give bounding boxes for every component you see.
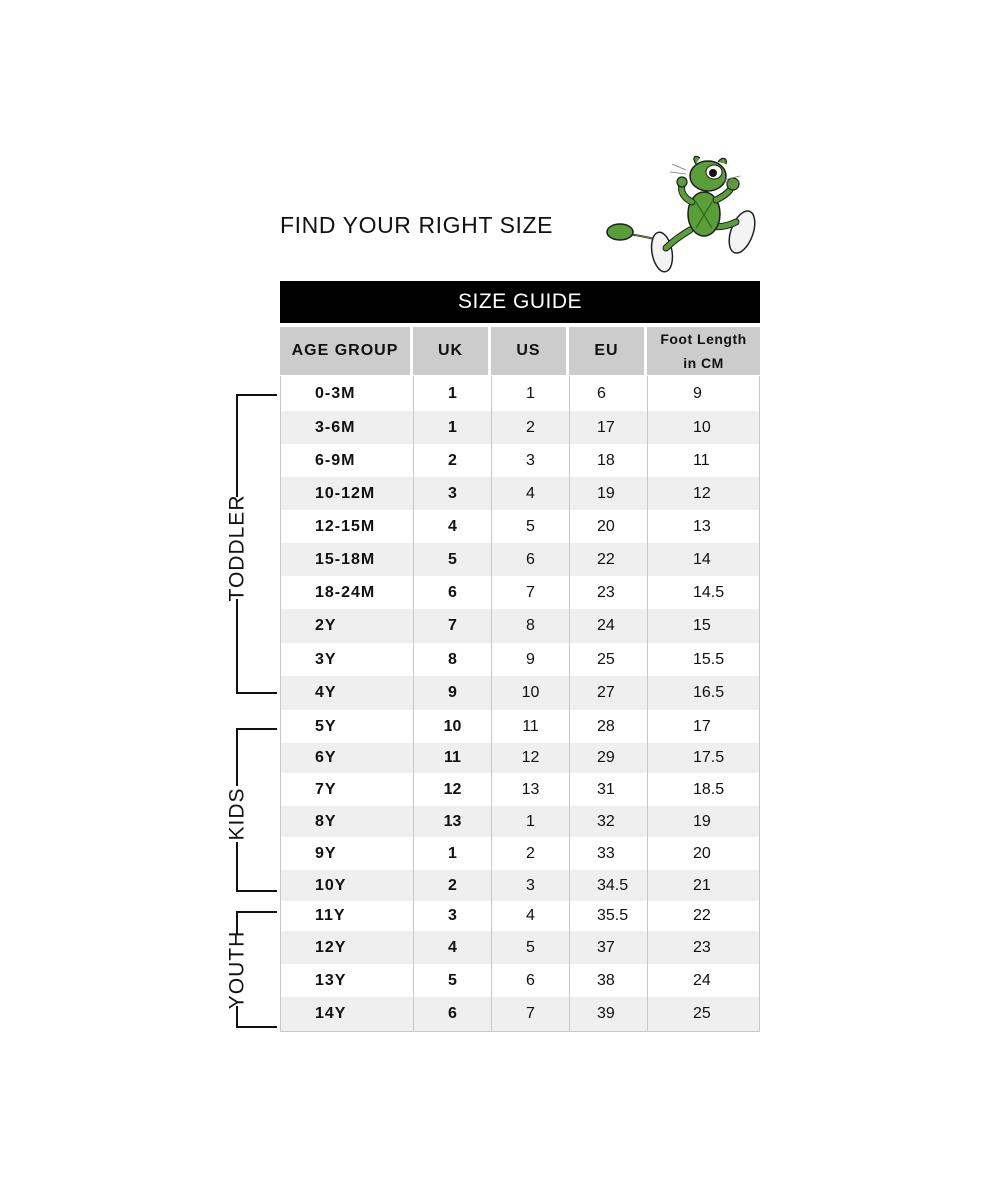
cell-uk: 3 — [414, 901, 492, 931]
cell-us: 7 — [492, 576, 570, 609]
cell-eu: 37 — [570, 931, 648, 964]
cell-age-group: 2Y — [281, 609, 414, 643]
cell-us: 6 — [492, 964, 570, 997]
table-row — [281, 997, 759, 1031]
table-row — [281, 710, 759, 743]
cell-uk: 10 — [414, 710, 492, 743]
cell-eu: 23 — [570, 576, 648, 609]
cell-age-group: 9Y — [281, 837, 414, 870]
table-row — [281, 743, 759, 773]
cell-uk: 5 — [414, 543, 492, 576]
cell-us: 12 — [492, 743, 570, 773]
cell-foot-length: 20 — [693, 844, 711, 862]
size-table — [280, 327, 760, 1032]
cell-foot-length: 9 — [693, 384, 702, 402]
cell-eu: 33 — [570, 837, 648, 870]
size-guide-banner: SIZE GUIDE — [280, 281, 760, 323]
cell-uk: 5 — [414, 964, 492, 997]
cell-us: 6 — [492, 543, 570, 576]
table-row — [281, 676, 759, 710]
cell-age-group: 5Y — [281, 710, 414, 743]
cell-us: 1 — [492, 376, 570, 411]
cell-us: 5 — [492, 931, 570, 964]
cell-us: 2 — [492, 411, 570, 444]
cell-uk: 9 — [414, 676, 492, 710]
cell-age-group: 6-9M — [281, 444, 414, 477]
cell-age-group: 8Y — [281, 806, 414, 837]
cell-age-group: 0-3M — [281, 376, 414, 411]
header-age-group: AGE GROUP — [280, 327, 413, 375]
cell-age-group: 3Y — [281, 643, 414, 676]
cell-eu: 17 — [570, 411, 648, 444]
cell-eu: 6 — [570, 376, 648, 411]
cell-foot-length: 22 — [693, 907, 711, 924]
youth-bracket — [237, 912, 277, 1027]
cell-uk: 1 — [414, 376, 492, 411]
cell-foot-length: 23 — [693, 938, 711, 956]
cell-foot-length: 13 — [693, 517, 711, 535]
cell-foot-length: 15.5 — [693, 650, 725, 668]
header-us: US — [491, 327, 569, 375]
table-row — [281, 543, 759, 576]
cell-us: 1 — [492, 806, 570, 837]
cell-uk: 4 — [414, 510, 492, 543]
cell-foot-length: 19 — [693, 812, 711, 830]
table-row — [281, 773, 759, 806]
cell-age-group: 11Y — [281, 901, 414, 931]
table-row — [281, 870, 759, 901]
cell-foot-length: 11 — [693, 451, 710, 469]
header-uk: UK — [413, 327, 491, 375]
cell-foot-length: 12 — [693, 484, 711, 502]
header-foot-length-line2: in CM — [683, 355, 724, 371]
cell-foot-length: 24 — [693, 971, 711, 989]
cell-foot-length: 15 — [693, 617, 711, 634]
cell-foot-length: 25 — [693, 1005, 711, 1022]
cell-age-group: 15-18M — [281, 543, 414, 576]
table-row — [281, 477, 759, 510]
cell-uk: 2 — [414, 444, 492, 477]
cell-foot-length: 16.5 — [693, 684, 725, 701]
cell-eu: 28 — [570, 710, 648, 743]
kids-bracket — [237, 729, 277, 891]
cell-foot-length: 10 — [693, 418, 711, 436]
table-row — [281, 643, 759, 676]
table-row — [281, 576, 759, 609]
cell-us: 9 — [492, 643, 570, 676]
cell-eu: 19 — [570, 477, 648, 510]
cell-uk: 7 — [414, 609, 492, 643]
page-title: FIND YOUR RIGHT SIZE — [280, 212, 554, 238]
cell-eu: 25 — [570, 643, 648, 676]
table-row — [281, 444, 759, 477]
cell-us: 13 — [492, 773, 570, 806]
cell-us: 7 — [492, 997, 570, 1031]
cell-foot-length: 21 — [693, 876, 711, 894]
running-cartoon-lion-icon — [600, 152, 766, 276]
cell-uk: 4 — [414, 931, 492, 964]
table-row — [281, 931, 759, 964]
cell-eu: 38 — [570, 964, 648, 997]
cell-eu: 20 — [570, 510, 648, 543]
cell-uk: 1 — [414, 411, 492, 444]
cell-uk: 12 — [414, 773, 492, 806]
cell-age-group: 7Y — [281, 773, 414, 806]
table-row — [281, 609, 759, 643]
table-row — [281, 510, 759, 543]
cell-us: 3 — [492, 444, 570, 477]
cell-uk: 8 — [414, 643, 492, 676]
cell-uk: 11 — [414, 743, 492, 773]
cell-uk: 13 — [414, 806, 492, 837]
header-foot-length-line1: Foot Length — [660, 331, 747, 347]
table-row — [281, 376, 759, 411]
cell-eu: 34.5 — [570, 870, 648, 901]
header-foot-length — [647, 327, 760, 375]
cell-age-group: 10Y — [281, 870, 414, 901]
cell-eu: 35.5 — [570, 901, 648, 931]
cell-foot-length: 14 — [693, 550, 711, 568]
cell-age-group: 12Y — [281, 931, 414, 964]
kids-label: KIDS — [225, 787, 249, 841]
cell-us: 3 — [492, 870, 570, 901]
cell-age-group: 13Y — [281, 964, 414, 997]
toddler-bracket — [237, 395, 277, 693]
cell-uk: 6 — [414, 576, 492, 609]
cell-us: 2 — [492, 837, 570, 870]
cell-eu: 22 — [570, 543, 648, 576]
cell-uk: 3 — [414, 477, 492, 510]
table-row — [281, 837, 759, 870]
table-row — [281, 964, 759, 997]
cell-us: 10 — [492, 676, 570, 710]
cell-age-group: 12-15M — [281, 510, 414, 543]
header-eu: EU — [569, 327, 647, 375]
table-row — [281, 411, 759, 444]
cell-uk: 1 — [414, 837, 492, 870]
cell-eu: 18 — [570, 444, 648, 477]
cell-uk: 2 — [414, 870, 492, 901]
cell-age-group: 4Y — [281, 676, 414, 710]
cell-age-group: 14Y — [281, 997, 414, 1031]
youth-label: YOUTH — [225, 930, 249, 1010]
cell-us: 8 — [492, 609, 570, 643]
cell-eu: 24 — [570, 609, 648, 643]
table-row — [281, 901, 759, 931]
cell-foot-length: 17.5 — [693, 749, 725, 766]
cell-us: 4 — [492, 477, 570, 510]
cell-eu: 29 — [570, 743, 648, 773]
cell-age-group: 3-6M — [281, 411, 414, 444]
cell-foot-length: 18.5 — [693, 780, 725, 798]
cell-eu: 27 — [570, 676, 648, 710]
cell-us: 5 — [492, 510, 570, 543]
table-row — [281, 806, 759, 837]
cell-foot-length: 17 — [693, 717, 711, 735]
cell-us: 11 — [492, 710, 570, 743]
cell-age-group: 10-12M — [281, 477, 414, 510]
cell-eu: 32 — [570, 806, 648, 837]
cell-eu: 39 — [570, 997, 648, 1031]
cell-age-group: 18-24M — [281, 576, 414, 609]
cell-foot-length: 14.5 — [693, 583, 725, 601]
table-header — [280, 327, 760, 375]
toddler-label: TODDLER — [225, 494, 249, 602]
cell-age-group: 6Y — [281, 743, 414, 773]
cell-us: 4 — [492, 901, 570, 931]
cell-eu: 31 — [570, 773, 648, 806]
cell-uk: 6 — [414, 997, 492, 1031]
table-body — [280, 376, 760, 1032]
